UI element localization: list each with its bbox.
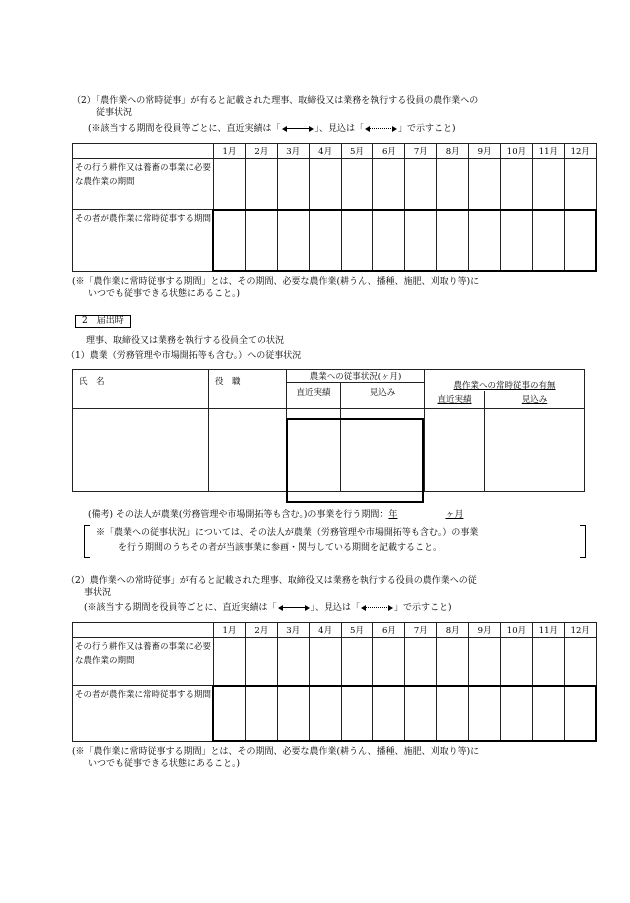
dotted-double-arrow-icon: [361, 605, 393, 611]
month-header-row: [73, 623, 597, 638]
col-fulltime-header: 農作業への常時従事の有無: [425, 370, 585, 391]
sec1-month-table: [72, 143, 597, 272]
month-cell: 2月: [245, 144, 277, 159]
section-heading-box: 2 届出時: [75, 315, 131, 328]
row-label-work-period: その行う耕作又は養畜の事業に必要な農作業の期間: [73, 638, 214, 686]
month-cell: 10月: [501, 623, 533, 638]
month-cell: 11月: [532, 144, 564, 159]
month-cell: 7月: [405, 623, 437, 638]
month-cell: 12月: [564, 144, 596, 159]
sec3-note-line2: いつでも従事できる状態にあること。): [88, 759, 241, 769]
sec1-title-line1: （2）「農作業への常時従事」が有ると記載された理事、取締役又は業務を執行する役員の農作業への: [72, 96, 479, 106]
solid-double-arrow-icon: [282, 126, 314, 132]
sec2-remark: (備考) その法人が農業(労務管理や市場開拓等も含む。)の事業を行う期間：年 ヶ月: [88, 510, 464, 520]
note-right-bracket: [580, 525, 586, 558]
month-cell: 8月: [437, 144, 469, 159]
col-recent-header: 直近実績: [287, 383, 341, 409]
month-cell: 1月: [214, 144, 246, 159]
month-cell: 6月: [373, 144, 405, 159]
month-cell: 4月: [309, 623, 341, 638]
table-row: [73, 159, 597, 210]
officer-status-table: [72, 369, 585, 492]
table-row: [73, 638, 597, 686]
row-label-work-period: その行う耕作又は養畜の事業に必要な農作業の期間: [73, 159, 214, 210]
sec2-subtitle: 理事、取締役又は業務を執行する役員全ての状況: [86, 336, 285, 346]
col-role-header: 役 職: [209, 370, 287, 409]
sec1-note-line2: いつでも従事できる状態にあること。): [88, 289, 241, 299]
dotted-double-arrow-icon: [365, 126, 397, 132]
col-forecast2-header: 見込み: [485, 391, 585, 409]
sec2-note-line2: を行う期間のうちその者が当該事業に参画・関与している期間を記載すること。: [118, 543, 443, 553]
col-recent2-header: 直近実績: [425, 391, 485, 409]
month-cell: 2月: [245, 623, 277, 638]
sec1-title-line2: 従事状況: [96, 108, 133, 118]
row-label-fulltime-period: その者が農作業に常時従事する期間: [73, 210, 214, 272]
month-cell: 3月: [277, 623, 309, 638]
month-cell: 11月: [532, 623, 564, 638]
month-cell: 6月: [373, 623, 405, 638]
sec2-note-line1: ※「農業への従事状況」については、その法人が農業（労務管理や市場開拓等も含む。）の事業: [96, 528, 479, 538]
month-cell: 4月: [309, 144, 341, 159]
sec3-instruction: (※該当する期間を役員等ごとに、直近実績は「 」、見込は「 」で示すこと): [84, 603, 452, 613]
sec3-title-line2: 事状況: [84, 588, 112, 598]
note-left-bracket: [84, 525, 90, 558]
table-row: [73, 409, 585, 492]
month-cell: 8月: [437, 623, 469, 638]
sec3-month-table: [72, 622, 597, 742]
month-cell: 5月: [341, 623, 373, 638]
table-row: [73, 210, 597, 272]
month-cell: 5月: [341, 144, 373, 159]
solid-double-arrow-icon: [278, 605, 310, 611]
month-cell: 9月: [469, 144, 501, 159]
col-forecast-header: 見込み: [341, 383, 425, 409]
month-header-row: [73, 144, 597, 159]
row-label-fulltime-period: その者が農作業に常時従事する期間: [73, 686, 214, 742]
sec1-note-line1: (※「農作業に常時従事する期間」とは、その期間、必要な農作業(耕うん、播種、施肥、刈取り等)に: [72, 277, 480, 287]
sec1-instruction: (※該当する期間を役員等ごとに、直近実績は「 」、見込は「 」で示すこと): [88, 124, 456, 134]
sec2-sub1: （1）農業（労務管理や市場開拓等も含む。）への従事状況: [66, 351, 302, 361]
month-cell: 3月: [277, 144, 309, 159]
month-cell: 1月: [214, 623, 246, 638]
month-cell: 9月: [469, 623, 501, 638]
month-cell: 7月: [405, 144, 437, 159]
col-name-header: 氏 名: [73, 370, 209, 409]
col-months-header: 農業への従事状況(ヶ月): [287, 370, 425, 383]
table-row: [73, 686, 597, 742]
month-cell: 10月: [501, 144, 533, 159]
month-cell: 12月: [564, 623, 596, 638]
sec3-note-line1: (※「農作業に常時従事する期間」とは、その期間、必要な農作業(耕うん、播種、施肥、刈取り等)に: [72, 747, 480, 757]
sec3-title-line1: （2）農作業への常時従事」が有ると記載された理事、取締役又は業務を執行する役員の農作業への従: [66, 576, 477, 586]
